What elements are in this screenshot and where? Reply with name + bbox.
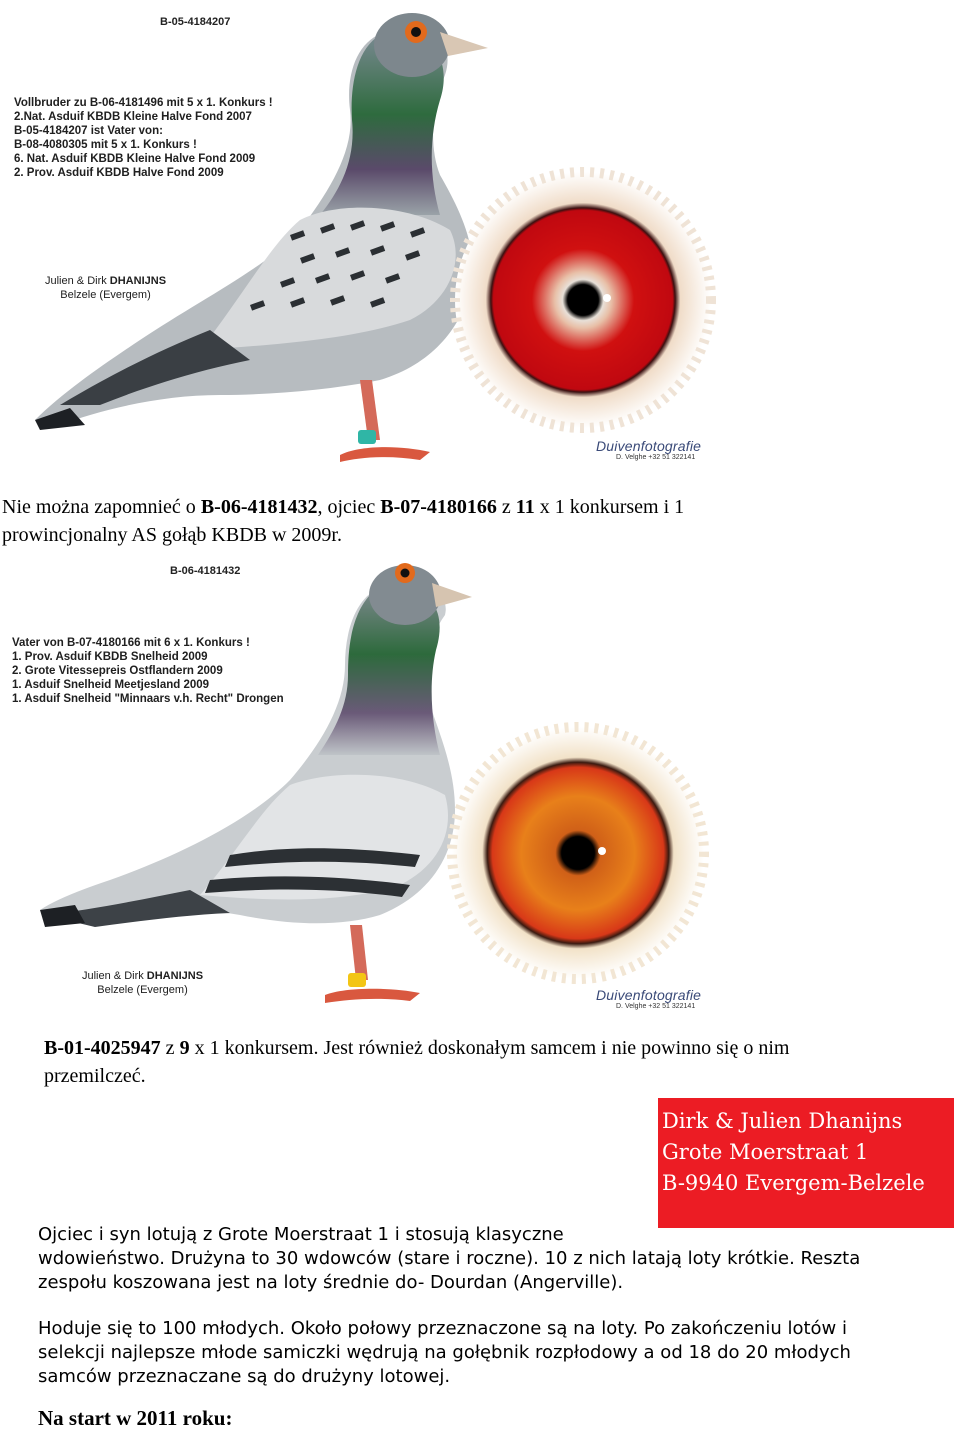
result-line: 2. Prov. Asduif KBDB Halve Fond 2009 <box>14 167 224 179</box>
section-heading: Na start w 2011 roku: <box>38 1406 233 1430</box>
owner-caption: Julien & Dirk DHANIJNS Belzele (Evergem) <box>82 970 204 996</box>
result-line: 1. Asduif Snelheid Meetjesland 2009 <box>12 679 210 691</box>
ring-number-label: B-06-4181432 <box>170 565 241 577</box>
paragraph-sire-info: Nie można zapomnieć o B-06-4181432, ojciec B-07-4180166 z 11 x 1 konkursem i 1 prowincjonalny AS gołąb KBDB w 2009r. <box>2 496 685 546</box>
result-line: Vollbruder zu B-06-4181496 mit 5 x 1. Konkurs ! <box>14 97 273 109</box>
results-list <box>14 96 273 180</box>
photographer-logo: Duivenfotografie D. Velghe +32 51 322141 <box>596 438 702 461</box>
ring-number-label: B-05-4184207 <box>160 16 231 28</box>
paragraph-team-info: Ojciec i syn lotują z Grote Moerstraat 1 i stosują klasyczne wdowieństwo. Drużyna to 30 wdowców (stare i roczne). 10 z nich latają loty krótkie. Reszta zespołu koszowana jest na loty średnie do- Dourdan (Angerville). <box>38 1224 861 1293</box>
address-city: B-9940 Evergem-Belzele <box>662 1171 925 1195</box>
result-line: 2. Grote Vitessepreis Ostflandern 2009 <box>12 665 223 677</box>
results-list <box>12 636 284 706</box>
result-line: Vater von B-07-4180166 mit 6 x 1. Konkurs ! <box>12 637 250 649</box>
result-line: B-05-4184207 ist Vater von: <box>14 125 163 137</box>
result-line: 2.Nat. Asduif KBDB Kleine Halve Fond 2007 <box>14 111 252 123</box>
address-street: Grote Moerstraat 1 <box>662 1140 869 1164</box>
photographer-logo: Duivenfotografie D. Velghe +32 51 322141 <box>596 987 702 1010</box>
paragraph-breeding-cock: B-01-4025947 z 9 x 1 konkursem. Jest również doskonałym samcem i nie powinno się o nim przemilczeć. <box>44 1037 790 1087</box>
owner-caption: Julien & Dirk DHANIJNS Belzele (Evergem) <box>45 275 167 301</box>
result-line: 6. Nat. Asduif KBDB Kleine Halve Fond 2009 <box>14 153 256 165</box>
result-line: 1. Asduif Snelheid "Minnaars v.h. Recht" Drongen <box>12 693 284 705</box>
pigeon-photo-2 <box>0 555 720 1020</box>
address-box <box>658 1098 954 1228</box>
pigeon-1-illustration <box>0 0 720 480</box>
paragraph-breeding-info: Hoduje się to 100 młodych. Około połowy przeznaczone są na loty. Po zakończeniu lotów i selekcji najlepsze młode samiczki wędrują na gołębnik rozpłodowy a od 18 do 20 młodych samców przeznaczane są do drużyny lotowej. <box>38 1318 851 1387</box>
pigeon-photo-1 <box>0 0 720 480</box>
pigeon-2-illustration <box>0 555 720 1020</box>
address-name: Dirk & Julien Dhanijns <box>662 1109 903 1133</box>
result-line: 1. Prov. Asduif KBDB Snelheid 2009 <box>12 651 208 663</box>
result-line: B-08-4080305 mit 5 x 1. Konkurs ! <box>14 139 197 151</box>
